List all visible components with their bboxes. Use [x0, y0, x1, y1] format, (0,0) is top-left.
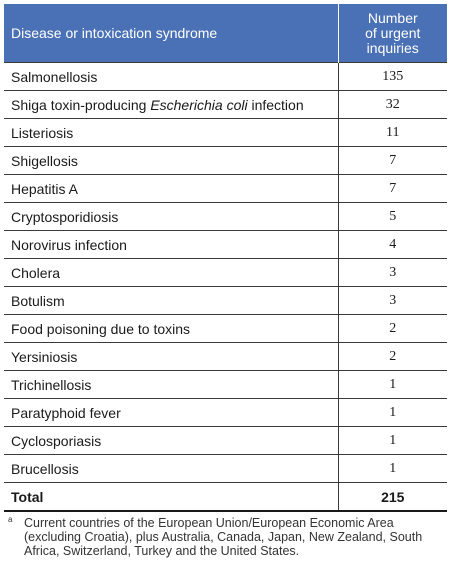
- inquiry-count: 7: [338, 147, 447, 175]
- inquiries-table: [4, 4, 447, 512]
- inquiry-count: 4: [338, 231, 447, 259]
- inquiry-count: 1: [338, 399, 447, 427]
- disease-name: [4, 455, 338, 483]
- disease-name: [4, 119, 338, 147]
- disease-name: [4, 147, 338, 175]
- table-row: [4, 427, 447, 455]
- disease-name-text: Shiga toxin-producing: [11, 96, 151, 113]
- disease-name-text: Listeriosis: [11, 124, 74, 141]
- disease-name-text: Yersiniosis: [11, 348, 78, 365]
- table-row: [4, 203, 447, 231]
- table-row: [4, 259, 447, 287]
- disease-name: [4, 287, 338, 315]
- inquiry-count: 3: [338, 287, 447, 315]
- table-row: [4, 343, 447, 371]
- footnote-text: Current countries of the European Union/European Economic Area (excluding Croatia), plus Australia, Canada, Japan, New Zealand, South Africa, Switzerland, Turkey and the United States.: [24, 516, 423, 558]
- inquiry-count: 2: [338, 315, 447, 343]
- disease-name-text: Botulism: [11, 292, 65, 309]
- inquiry-count: 5: [338, 203, 447, 231]
- inquiry-count: 135: [338, 63, 447, 91]
- total-value: 215: [338, 483, 447, 512]
- total-row: [4, 483, 447, 512]
- disease-name: [4, 63, 338, 91]
- table-row: [4, 287, 447, 315]
- header-count-line2: of urgent: [365, 24, 421, 41]
- disease-name-suffix: infection: [247, 96, 304, 113]
- table-row: [4, 231, 447, 259]
- inquiry-count: 7: [338, 175, 447, 203]
- table-row: [4, 399, 447, 427]
- disease-name-text: Cryptosporidiosis: [11, 208, 119, 225]
- table-row: [4, 455, 447, 483]
- disease-name-text: Paratyphoid fever: [11, 404, 121, 421]
- disease-name-text: Food poisoning due to toxins: [11, 320, 191, 337]
- disease-name: [4, 175, 338, 203]
- disease-name-text: Cyclosporiasis: [11, 432, 102, 449]
- table-row: [4, 63, 447, 91]
- inquiry-count: 1: [338, 371, 447, 399]
- header-row: [4, 4, 447, 63]
- disease-name-text: Cholera: [11, 264, 61, 281]
- disease-name: [4, 231, 338, 259]
- header-count: [338, 4, 447, 63]
- footnote: [8, 516, 428, 558]
- table-row: [4, 315, 447, 343]
- disease-name: [4, 343, 338, 371]
- total-label: Total: [4, 483, 338, 512]
- table-header: [4, 4, 447, 63]
- table-row: [4, 119, 447, 147]
- disease-name-text: Trichinellosis: [11, 376, 92, 393]
- disease-name: [4, 427, 338, 455]
- disease-name: [4, 203, 338, 231]
- disease-name: [4, 315, 338, 343]
- table-row: [4, 175, 447, 203]
- table-body: [4, 63, 447, 512]
- disease-name: [4, 399, 338, 427]
- disease-name-text: Brucellosis: [11, 460, 79, 477]
- table-row: [4, 147, 447, 175]
- table-row: [4, 91, 447, 119]
- header-count-line3: inquiries: [366, 39, 419, 56]
- inquiry-count: 1: [338, 427, 447, 455]
- disease-name-italic: Escherichia coli: [150, 96, 248, 113]
- inquiry-count: 2: [338, 343, 447, 371]
- disease-name-text: Hepatitis A: [11, 180, 78, 197]
- header-count-line1: Number: [367, 9, 418, 26]
- table-row: [4, 371, 447, 399]
- inquiry-count: 11: [338, 119, 447, 147]
- disease-name-text: Salmonellosis: [11, 68, 98, 85]
- inquiry-count: 32: [338, 91, 447, 119]
- disease-name: [4, 259, 338, 287]
- inquiry-count: 1: [338, 455, 447, 483]
- disease-name: [4, 371, 338, 399]
- inquiry-count: 3: [338, 259, 447, 287]
- disease-name-text: Norovirus infection: [11, 236, 127, 253]
- header-disease: Disease or intoxication syndrome: [4, 4, 338, 63]
- disease-name: [4, 91, 338, 119]
- footnote-marker: a: [8, 515, 13, 524]
- disease-name-text: Shigellosis: [11, 152, 78, 169]
